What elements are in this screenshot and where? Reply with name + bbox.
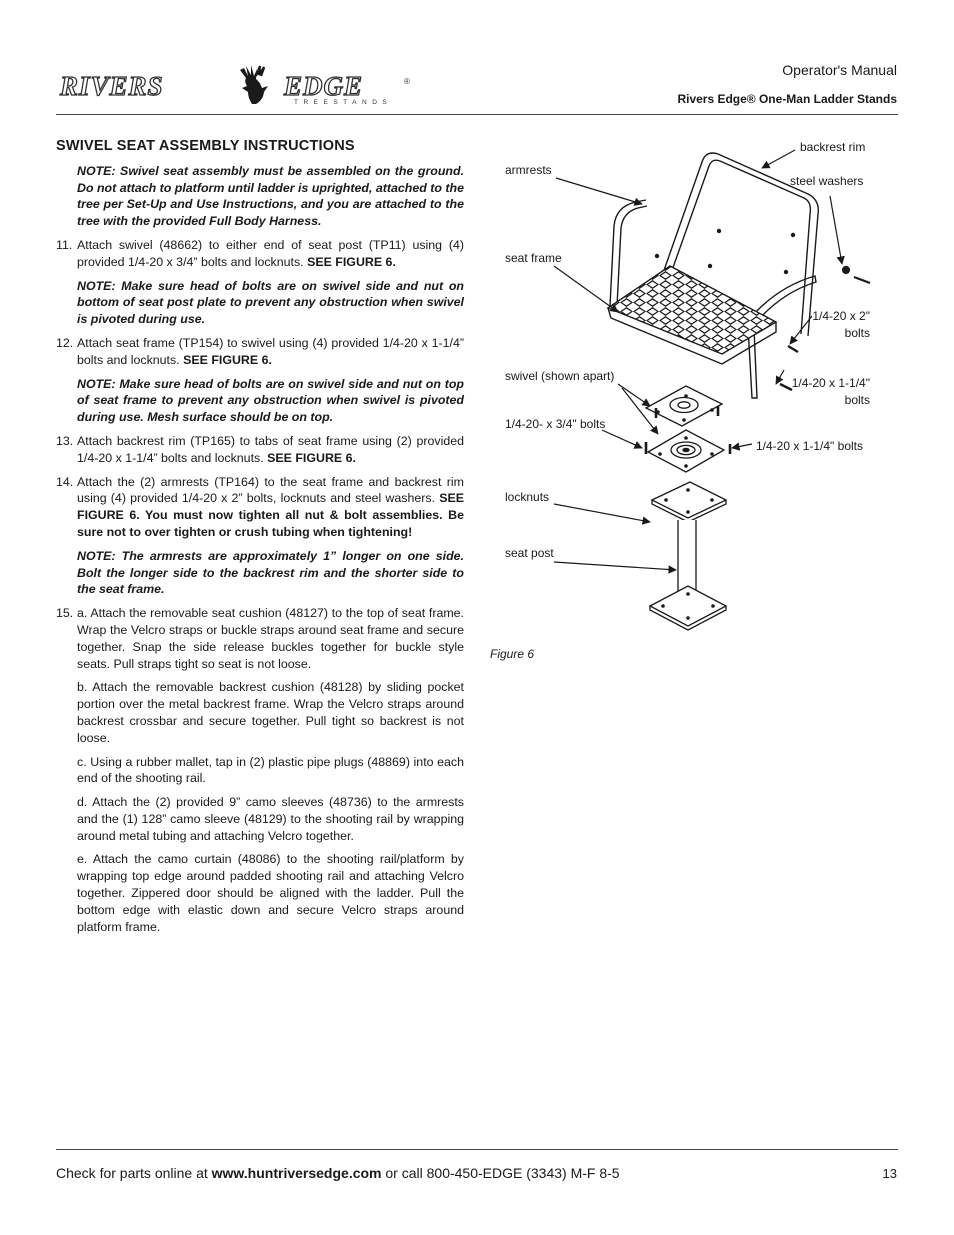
step-number: 12. <box>56 335 74 350</box>
note-step-14: NOTE: The armrests are approximately 1” longer on one side. Bolt the longer side to the backrest rim and the shorter side to the seat frame. <box>77 548 464 597</box>
footer-text <box>56 1165 620 1181</box>
label-swivel: swivel (shown apart) <box>505 369 615 383</box>
step-body <box>77 335 464 369</box>
note-step-12: NOTE: Make sure head of bolts are on swivel side and nut on top of seat frame to prevent any obstruction when swivel is pivoted during use. Mesh surface should be on top. <box>77 376 464 425</box>
note-step-11: NOTE: Make sure head of bolts are on swivel side and nut on bottom of seat post plate to prevent any obstruction when swivel is pivoted during use. <box>77 278 464 327</box>
product-title: Rivers Edge® One-Man Ladder Stands <box>677 92 897 106</box>
label-bolts-34: 1/4-20- x 3/4" bolts <box>505 417 606 431</box>
label-bolts-114-side: 1/4-20 x 1-1/4" bolts <box>756 439 863 453</box>
figure-6-diagram <box>490 136 900 676</box>
step-body <box>77 474 464 541</box>
figure-ref: SEE FIGURE 6. <box>267 450 356 465</box>
step-number: 14. <box>56 474 74 489</box>
logo-reg: ® <box>404 77 410 86</box>
step-number: 15. <box>56 606 74 621</box>
logo-sub: TREESTANDS <box>294 99 393 106</box>
swivel-bottom-plate <box>646 430 730 472</box>
manual-title: Operator's Manual <box>782 62 897 78</box>
step-15c: c. Using a rubber mallet, tap in (2) plastic pipe plugs (48869) into each end of the shooting rail. <box>77 754 464 786</box>
section-title: SWIVEL SEAT ASSEMBLY INSTRUCTIONS <box>56 138 355 154</box>
figure-ref: SEE FIGURE 6. <box>307 254 396 269</box>
instructions-column <box>56 138 464 942</box>
step-text: Attach the (2) armrests (TP164) to the seat frame and backrest rim using (4) provided 1/4-20 x 2” bolts, locknuts and steel washers. <box>77 474 464 506</box>
step-15d: d. Attach the (2) provided 9” camo sleeves (48736) to the armrests and the (1) 128” camo sleeve (48129) to the shooting rail by wrapping around metal tubing and attaching Velcro together. <box>77 795 464 843</box>
figure-ref: SEE FIGURE 6. <box>183 352 272 367</box>
step-body <box>77 433 464 467</box>
step-number: 11. <box>56 237 73 252</box>
step-15 <box>56 605 464 672</box>
step-13 <box>56 433 464 467</box>
footer-prefix: Check for parts online at <box>56 1165 212 1181</box>
label-bolts-2-line2: bolts <box>844 326 870 340</box>
note-intro: NOTE: Swivel seat assembly must be assembled on the ground. Do not attach to platform until ladder is uprighted, attached to the tree per Set-Up and Use Instructions, and you are attached to the tree with the provided Full Body Harness. <box>77 163 464 229</box>
label-locknuts: locknuts <box>505 490 550 504</box>
seat-frame <box>608 266 776 364</box>
label-seat-post: seat post <box>505 546 554 560</box>
page-number: 13 <box>882 1166 897 1181</box>
logo-word-left: RIVERS <box>60 71 164 101</box>
step-body <box>77 237 464 271</box>
logo-word-right: EDGE <box>284 71 364 101</box>
swivel-seat-illustration <box>490 136 900 676</box>
step-12 <box>56 335 464 369</box>
step-14 <box>56 474 464 541</box>
label-seat-frame: seat frame <box>505 251 562 265</box>
footer-url-link[interactable]: www.huntriversedge.com <box>211 1165 382 1181</box>
step-15a: a. Attach the removable seat cushion (48127) to the top of seat frame. Wrap the Velcro straps or buckle straps around seat frame and secure together. Snap the side release buckles together for buckle style seats. Pull straps tight so seat is not loose. <box>77 606 464 671</box>
rivers-edge-logo <box>58 62 414 106</box>
seat-post <box>650 482 726 630</box>
header-rule <box>56 114 898 115</box>
figure-ref: SEE FIGURE 6. You must now tighten all nut & bolt assemblies. Be sure not to over tighten or crush tubing when tightening! <box>77 491 464 539</box>
step-number: 13. <box>56 433 74 448</box>
step-11 <box>56 237 464 271</box>
label-backrest-rim: backrest rim <box>800 140 866 154</box>
step-text: Attach swivel (48662) to either end of seat post (TP11) using (4) provided 1/4-20 x 3/4” bolts and locknuts. <box>77 237 464 269</box>
footer-rule <box>56 1149 898 1150</box>
footer-suffix: or call 800-450-EDGE (3343) M-F 8-5 <box>381 1165 620 1181</box>
step-15e: e. Attach the camo curtain (48086) to the shooting rail/platform by wrapping top edge around padded shooting rail and attaching Velcro together. Zippered door should be aligned with the ladder. Pull the bottom edge with elastic down and secure Velcro straps around platform frame. <box>77 852 464 934</box>
label-bolts-114-line2: bolts <box>844 393 870 407</box>
label-steel-washers: steel washers <box>790 174 864 188</box>
label-bolts-114-line1: 1/4-20 x 1-1/4" <box>791 376 870 390</box>
deer-head-icon <box>240 65 268 104</box>
label-armrests: armrests <box>505 163 552 177</box>
label-bolts-2-line1: 1/4-20 x 2" <box>812 309 870 323</box>
step-text: Attach seat frame (TP154) to swivel using (4) provided 1/4-20 x 1-1/4” bolts and locknuts. <box>77 335 464 367</box>
figure-caption: Figure 6 <box>490 647 535 661</box>
step-15b: b. Attach the removable backrest cushion (48128) by sliding pocket portion over the metal backrest frame. Wrap the Velcro straps around backrest crossbar and secure together. Pull tight so backrest is not loose. <box>77 680 464 745</box>
step-text: Attach backrest rim (TP165) to tabs of seat frame using (2) provided 1/4-20 x 1-1/4” bolts and locknuts. <box>77 433 464 465</box>
